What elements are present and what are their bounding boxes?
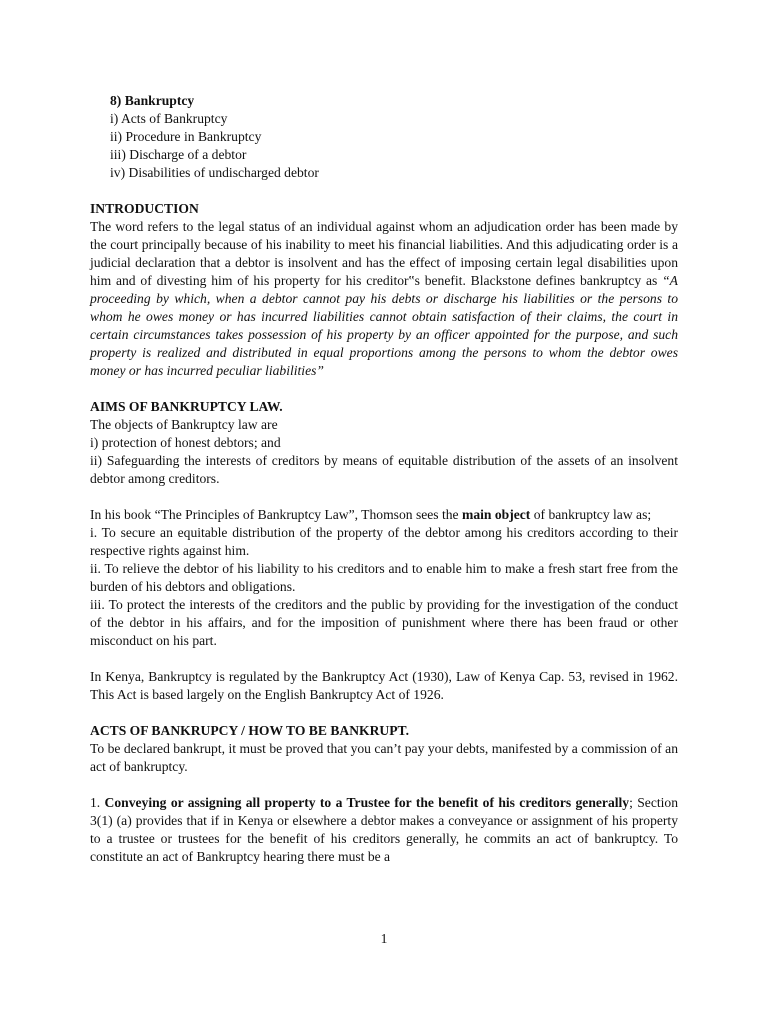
acts-item-1-text: ; Section 3(1) (a) provides that if in Kenya or elsewhere a debtor makes a conveyance or assignment of his property to a trustee or trustees for the benefit of his creditors generally, he commits an act of bankruptcy. To constitute an act of Bankruptcy hearing there must be a bbox=[90, 795, 679, 864]
thomson-pre: In his book “The Principles of Bankruptcy Law”, Thomson sees the bbox=[90, 507, 462, 522]
toc-title: 8) Bankruptcy bbox=[110, 93, 195, 108]
aims-item: i) protection of honest debtors; and bbox=[90, 435, 281, 450]
thomson-item: ii. To relieve the debtor of his liability to his creditors and to enable him to make a fresh start free from the burden of his debtors and obligations. bbox=[90, 561, 678, 594]
kenya-paragraph: In Kenya, Bankruptcy is regulated by the Bankruptcy Act (1930), Law of Kenya Cap. 53, revised in 1962. This Act is based largely on the English Bankruptcy Act of 1926. bbox=[90, 669, 678, 702]
toc-item: iii) Discharge of a debtor bbox=[110, 147, 247, 162]
acts-item-1-bold: Conveying or assigning all property to a Trustee for the benefit of his creditors generally bbox=[104, 795, 630, 810]
acts-heading: ACTS OF BANKRUPCY / HOW TO BE BANKRUPT. bbox=[90, 723, 409, 738]
document-body bbox=[90, 92, 678, 866]
acts-paragraph: To be declared bankrupt, it must be proved that you can’t pay your debts, manifested by a commission of an act of bankruptcy. bbox=[90, 741, 678, 774]
toc-item: i) Acts of Bankruptcy bbox=[110, 111, 228, 126]
thomson-post: of bankruptcy law as; bbox=[530, 507, 652, 522]
page-number: 1 bbox=[380, 931, 388, 946]
thomson-bold: main object bbox=[462, 507, 531, 522]
toc-item: ii) Procedure in Bankruptcy bbox=[110, 129, 262, 144]
toc-item: iv) Disabilities of undischarged debtor bbox=[110, 165, 319, 180]
aims-heading: AIMS OF BANKRUPTCY LAW. bbox=[90, 399, 283, 414]
thomson-paragraph bbox=[90, 506, 678, 524]
introduction-heading: INTRODUCTION bbox=[90, 201, 199, 216]
acts-item-1 bbox=[90, 794, 678, 866]
blackstone-quote: “A proceeding by which, when a debtor cannot pay his debts or discharge his liabilities or the persons to whom he owes money or has incurred liabilities cannot obtain satisfaction of their claims, the court in certain circumstances takes possession of his property by an officer appointed for the purpose, and such property is realized and distributed in equal proportions among the persons to whom the debtor owes money or has incurred peculiar liabilities” bbox=[90, 273, 678, 378]
thomson-item: i. To secure an equitable distribution of the property of the debtor among his creditors according to their respective rights against him. bbox=[90, 525, 678, 558]
thomson-item: iii. To protect the interests of the creditors and the public by providing for the investigation of the conduct of the debtor in his affairs, and for the imposition of punishment where there has been fraud or other misconduct on his part. bbox=[90, 597, 678, 648]
table-of-contents bbox=[90, 92, 678, 182]
introduction-text: The word refers to the legal status of an individual against whom an adjudication order has been made by the court principally because of his inability to meet his financial liabilities. And this adjudicating order is a judicial declaration that a debtor is insolvent and has the effect of imposing certain legal disabilities upon him and of divesting him of his property for his creditor‟s benefit. Blackstone defines bankruptcy as bbox=[90, 219, 678, 288]
acts-item-1-number: 1. bbox=[90, 795, 105, 810]
aims-lead: The objects of Bankruptcy law are bbox=[90, 417, 278, 432]
aims-item: ii) Safeguarding the interests of creditors by means of equitable distribution of the assets of an insolvent debtor among creditors. bbox=[90, 453, 678, 486]
introduction-paragraph bbox=[90, 218, 678, 380]
